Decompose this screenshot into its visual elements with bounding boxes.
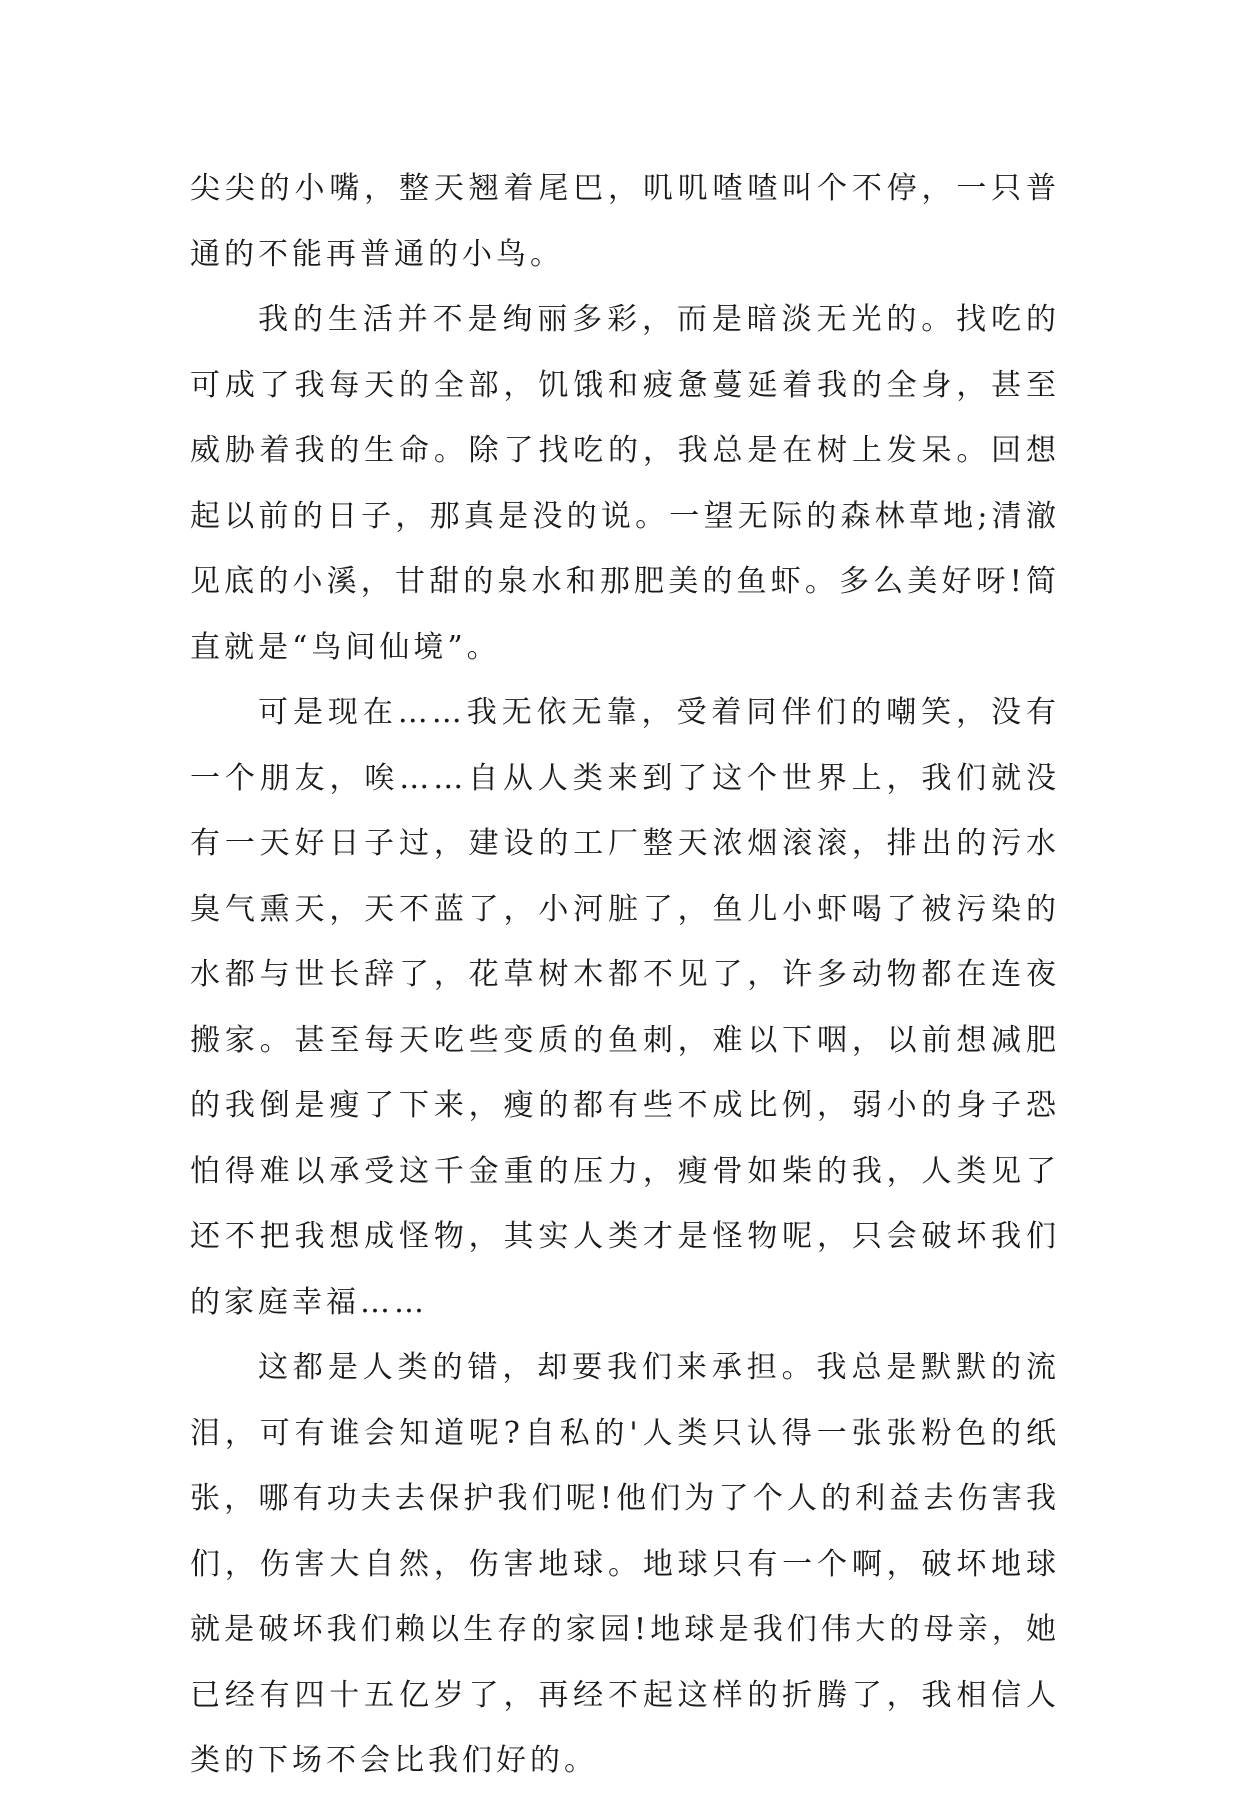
paragraph-3: 可是现在……我无依无靠，受着同伴们的嘲笑，没有一个朋友，唉……自从人类来到了这个世界上，我们就没有一天好日子过，建设的工厂整天浓烟滚滚，排出的污水臭气熏天，天不蓝了，小河脏了，鱼儿小虾喝了被污染的水都与世长辞了，花草树木都不见了，许多动物都在连夜搬家。甚至每天吃些变质的鱼刺，难以下咽，以前想减肥的我倒是瘦了下来，瘦的都有些不成比例，弱小的身子恐怕得难以承受这千金重的压力，瘦骨如柴的我，人类见了还不把我想成怪物，其实人类才是怪物呢，只会破坏我们的家庭幸福…… (190, 695, 1060, 1320)
paragraph-1: 尖尖的小嘴，整天翘着尾巴，叽叽喳喳叫个不停，一只普通的不能再普通的小鸟。 (190, 171, 1060, 272)
paragraph-2: 我的生活并不是绚丽多彩，而是暗淡无光的。找吃的可成了我每天的全部，饥饿和疲惫蔓延着我的全身，甚至威胁着我的生命。除了找吃的，我总是在树上发呆。回想起以前的日子，那真是没的说。一望无际的森林草地;清澈见底的小溪，甘甜的泉水和那肥美的鱼虾。多么美好呀!简直就是“鸟间仙境”。 (190, 302, 1060, 665)
paragraph-4: 这都是人类的错，却要我们来承担。我总是默默的流泪，可有谁会知道呢?自私的'人类只认得一张张粉色的纸张，哪有功夫去保护我们呢!他们为了个人的利益去伤害我们，伤害大自然，伤害地球。地球只有一个啊，破坏地球就是破坏我们赖以生存的家园!地球是我们伟大的母亲，她已经有四十五亿岁了，再经不起这样的折腾了，我相信人类的下场不会比我们好的。 (190, 1350, 1060, 1778)
document-body (190, 156, 1060, 1794)
